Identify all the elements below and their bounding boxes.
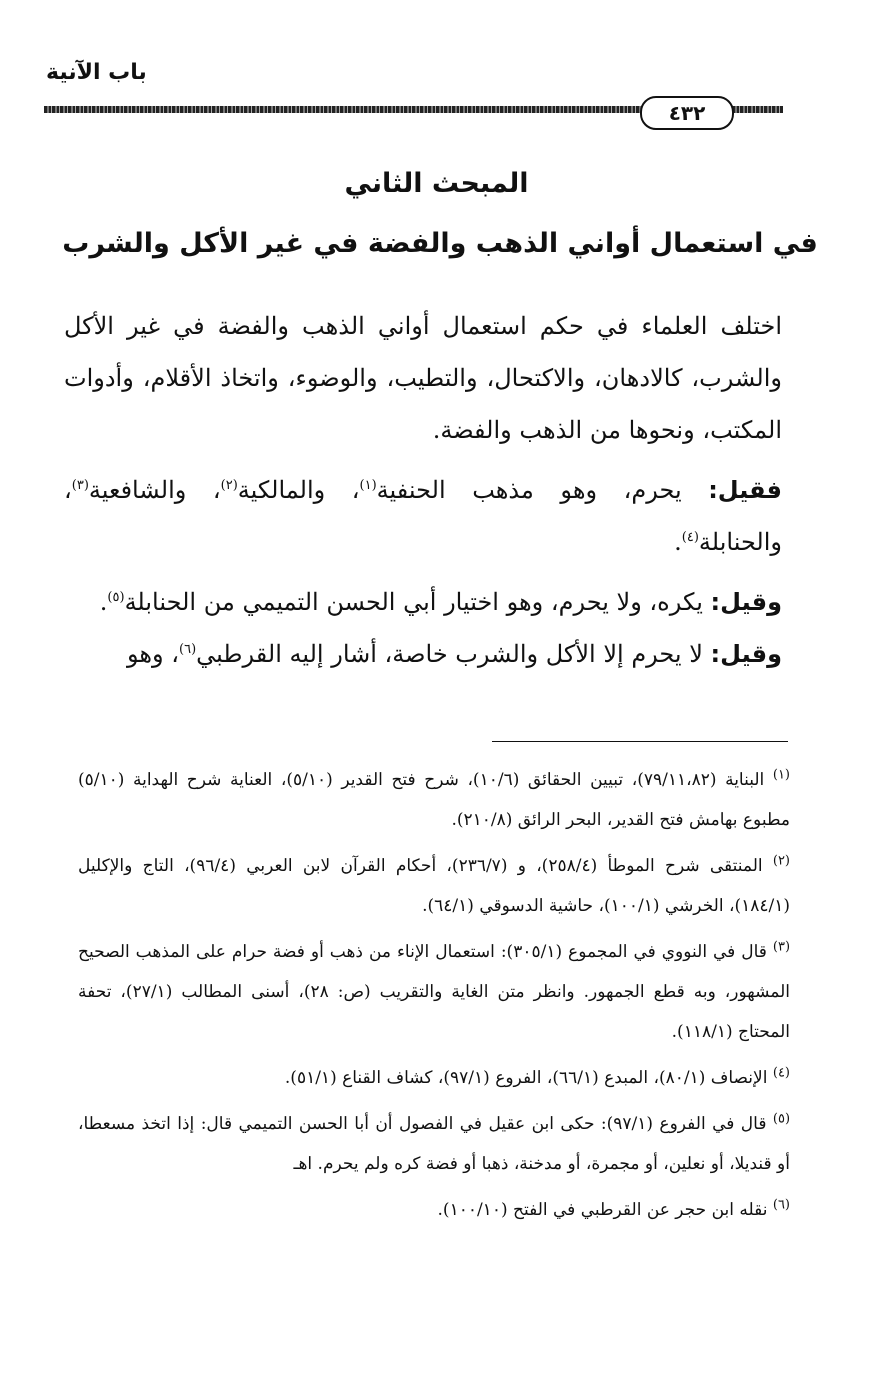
opinion-2-lead: وقيل: bbox=[710, 588, 782, 616]
footnote-1 bbox=[78, 760, 790, 840]
footnote-ref-4[interactable]: (٤) bbox=[681, 530, 699, 545]
opinion-1-text-e: . bbox=[674, 528, 682, 556]
opinion-1-text-a: يحرم، وهو مذهب الحنفية bbox=[376, 476, 709, 504]
footnote-6 bbox=[78, 1190, 790, 1230]
opinion-3-end: ، وهو bbox=[127, 640, 180, 668]
footnote-number: (٦) bbox=[772, 1197, 790, 1213]
body-text bbox=[64, 300, 782, 680]
footnote-3 bbox=[78, 932, 790, 1052]
footnote-text: قال في الفروع (٩٧/١): حكى ابن عقيل في الفصول أن أبا الحسن التميمي قال: إذا اتخذ مسعطا، أو قنديلا، أو نعلين، أو مجمرة، أو مدخنة، ذهبا أو فضة كره ولم يحرم. اهـ bbox=[78, 1114, 790, 1174]
footnote-ref-2[interactable]: (٢) bbox=[220, 478, 238, 493]
section-title: المبحث الثاني bbox=[344, 168, 529, 199]
footnote-5 bbox=[78, 1104, 790, 1184]
intro-paragraph: اختلف العلماء في حكم استعمال أواني الذهب والفضة في غير الأكل والشرب، كالادهان، والاكتحال، والتطيب، والوضوء، واتخاذ الأقلام، وأدوات المكتب، ونحوها من الذهب والفضة. bbox=[64, 312, 782, 444]
opinion-1-paragraph bbox=[64, 464, 782, 568]
footnote-ref-1[interactable]: (١) bbox=[359, 478, 377, 493]
footnote-number: (٥) bbox=[772, 1111, 791, 1127]
opinion-1-text-b: ، والمالكية bbox=[237, 476, 360, 504]
footnote-2 bbox=[78, 846, 790, 926]
opinion-2-paragraph bbox=[64, 576, 782, 628]
opinion-3-lead: وقيل: bbox=[710, 640, 782, 668]
opinion-1-text-d: ، والحنابلة bbox=[64, 476, 782, 556]
opinion-2-end: . bbox=[99, 588, 108, 616]
footnote-number: (٢) bbox=[772, 853, 790, 869]
footnote-ref-5[interactable]: (٥) bbox=[107, 590, 125, 605]
running-title: باب الآنية bbox=[46, 60, 147, 85]
footnote-text: نقله ابن حجر عن القرطبي في الفتح (١٠٠/١٠). bbox=[437, 1200, 773, 1220]
opinion-2-text: يكره، ولا يحرم، وهو اختيار أبي الحسن التميمي من الحنابلة bbox=[124, 588, 711, 616]
footnote-text: الإنصاف (٨٠/١)، المبدع (٦٦/١)، الفروع (٩٧/١)، كشاف القناع (٥١/١). bbox=[284, 1068, 773, 1088]
footnote-number: (٣) bbox=[772, 939, 791, 955]
footnote-text: المنتقى شرح الموطأ (٢٥٨/٤)، و (٢٣٦/٧)، أحكام القرآن لابن العربي (٩٦/٤)، التاج والإكليل (١٨٤/١)، الخرشي (١٠٠/١)، حاشية الدسوقي (٦٤/١). bbox=[78, 856, 790, 916]
footnote-ref-3[interactable]: (٣) bbox=[71, 478, 89, 493]
footnote-ref-6[interactable]: (٦) bbox=[179, 642, 197, 657]
page-number: ٤٣٢ bbox=[640, 96, 734, 130]
opinion-3-text: لا يحرم إلا الأكل والشرب خاصة، أشار إليه القرطبي bbox=[196, 640, 711, 668]
footnote-4 bbox=[78, 1058, 790, 1098]
footnote-number: (٤) bbox=[772, 1065, 790, 1081]
footnote-number: (١) bbox=[772, 767, 790, 783]
opinion-3-paragraph bbox=[64, 628, 782, 680]
footnote-text: قال في النووي في المجموع (٣٠٥/١): استعمال الإناء من ذهب أو فضة حرام على المذهب الصحيح المشهور، وبه قطع الجمهور. وانظر متن الغاية والتقريب (ص: ٢٨)، أسنى المطالب (٢٧/١)، تحفة المحتاج (١١٨/١). bbox=[78, 942, 790, 1042]
footnotes bbox=[78, 760, 790, 1230]
opinion-1-text-c: ، والشافعية bbox=[88, 476, 221, 504]
footnote-separator bbox=[492, 741, 788, 742]
section-subtitle: في استعمال أواني الذهب والفضة في غير الأكل والشرب bbox=[62, 228, 818, 259]
opinion-1-lead: فقيل: bbox=[708, 476, 783, 504]
footnote-text: البناية (٧٩/١١،٨٢)، تبيين الحقائق (١٠/٦)، شرح فتح القدير (٥/١٠)، العناية شرح الهداية (٥/١٠) مطبوع بهامش فتح القدير، البحر الرائق (٢١٠/٨). bbox=[78, 770, 790, 830]
